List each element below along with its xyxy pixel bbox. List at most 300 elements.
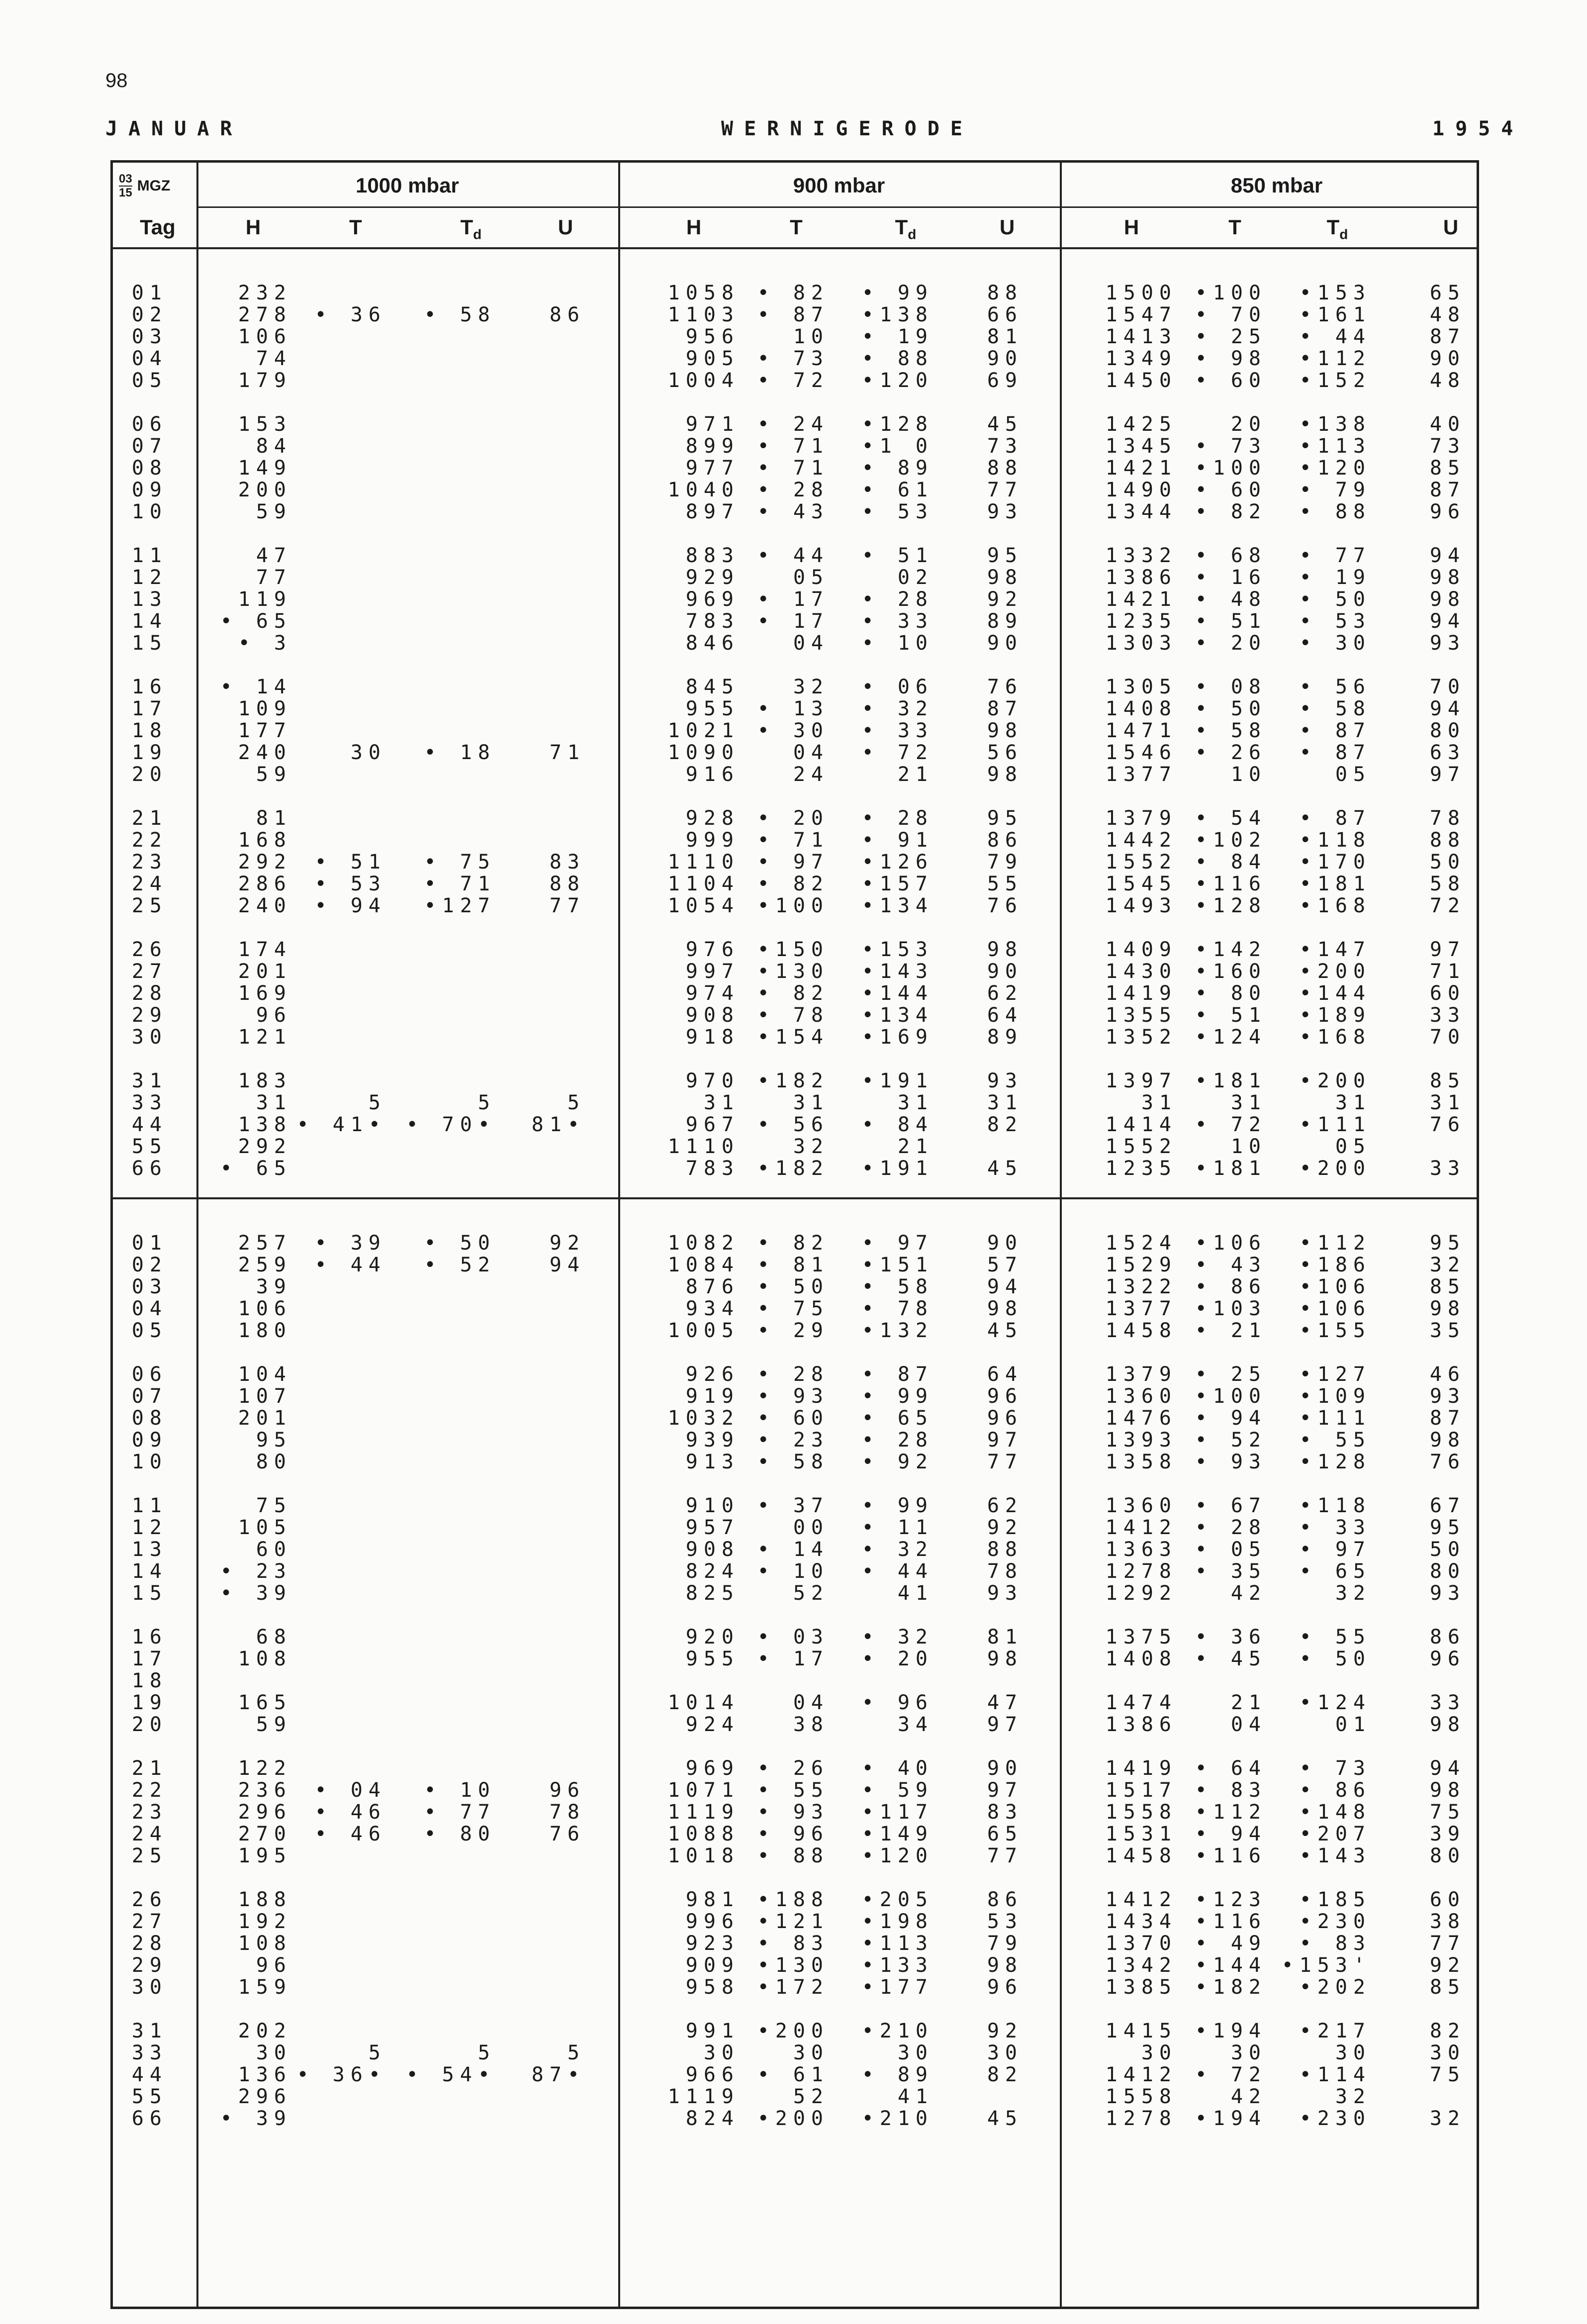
table-row <box>113 567 1477 588</box>
col-header-tag: Tag <box>140 215 176 239</box>
cell-h-1000: 259 <box>238 1254 292 1276</box>
cell-h-1000: • 3 <box>238 632 292 655</box>
cell-h-850: 1421 <box>1105 457 1177 480</box>
cell-u-850: 63 <box>1429 741 1466 764</box>
cell-t-850: •100 <box>1195 457 1267 480</box>
cell-t-900: • 81 <box>757 1254 829 1276</box>
cell-tag: 11 <box>131 544 168 567</box>
cell-h-850: 1546 <box>1105 741 1177 764</box>
cell-u-900: 97 <box>987 1713 1023 1736</box>
cell-td-1000: •127 <box>424 894 496 917</box>
cell-t-850: • 72 <box>1195 1113 1267 1136</box>
cell-td-850: •186 <box>1299 1254 1371 1276</box>
cell-td-850: •118 <box>1299 829 1371 852</box>
cell-t-850: •116 <box>1195 872 1267 895</box>
cell-tag: 29 <box>131 1004 168 1027</box>
cell-h-850: 1421 <box>1105 588 1177 611</box>
cell-t-900: •154 <box>757 1026 829 1049</box>
cell-h-900: 1005 <box>667 1319 740 1342</box>
cell-t-900: • 56 <box>757 1113 829 1136</box>
table-row <box>113 939 1477 961</box>
cell-t-900: •182 <box>757 1069 829 1092</box>
cell-u-900: 45 <box>987 1157 1023 1180</box>
cell-h-1000: • 65 <box>220 610 292 633</box>
cell-tag: 66 <box>131 1157 168 1180</box>
cell-t-850: • 58 <box>1195 719 1267 742</box>
cell-h-850: 1393 <box>1105 1429 1177 1452</box>
cell-h-900: 976 <box>685 938 740 961</box>
cell-h-850: 1375 <box>1105 1626 1177 1648</box>
cell-td-900: • 32 <box>861 1538 934 1561</box>
cell-h-900: 913 <box>685 1451 740 1473</box>
cell-t-900: • 17 <box>757 610 829 633</box>
table-row <box>113 457 1477 479</box>
cell-td-900: • 89 <box>861 457 934 480</box>
cell-h-1000: 107 <box>238 1385 292 1408</box>
cell-tag: 27 <box>131 1910 168 1933</box>
cell-u-900: 95 <box>987 544 1023 567</box>
cell-t-850: • 54 <box>1195 807 1267 830</box>
cell-t-900: • 71 <box>757 457 829 480</box>
cell-h-1000: 59 <box>256 1713 292 1736</box>
table-row <box>113 961 1477 982</box>
cell-h-850: 1379 <box>1105 1363 1177 1386</box>
cell-t-900: 31 <box>793 1091 829 1114</box>
cell-u-900: 90 <box>987 1757 1023 1780</box>
cell-td-850: • 65 <box>1299 1560 1371 1583</box>
cell-u-850: 31 <box>1429 1091 1466 1114</box>
cell-td-900: • 89 <box>861 2063 934 2086</box>
col-header-u-850: U <box>1443 215 1459 239</box>
cell-h-850: 1358 <box>1105 1451 1177 1473</box>
cell-td-850: 31 <box>1335 1091 1371 1114</box>
cell-t-900: • 71 <box>757 435 829 458</box>
cell-t-900: 05 <box>793 566 829 589</box>
cell-h-900: 846 <box>685 632 740 655</box>
cell-t-850: •116 <box>1195 1910 1267 1933</box>
cell-h-900: 928 <box>685 807 740 830</box>
cell-td-900: • 06 <box>861 676 934 698</box>
table-row <box>113 1429 1477 1451</box>
cell-h-850: 1558 <box>1105 2085 1177 2108</box>
cell-u-900: 93 <box>987 1582 1023 1605</box>
cell-td-900: • 44 <box>861 1560 934 1583</box>
cell-u-850: 33 <box>1429 1004 1466 1027</box>
cell-u-850: 58 <box>1429 872 1466 895</box>
cell-u-850: 80 <box>1429 719 1466 742</box>
cell-t-850: 42 <box>1230 2085 1267 2108</box>
cell-u-900: 47 <box>987 1691 1023 1714</box>
cell-h-1000: 195 <box>238 1844 292 1867</box>
cell-td-900: • 92 <box>861 1451 934 1473</box>
cell-u-900: 77 <box>987 1844 1023 1867</box>
cell-tag: 12 <box>131 1516 168 1539</box>
cell-h-850: 1235 <box>1105 610 1177 633</box>
cell-tag: 22 <box>131 829 168 852</box>
cell-h-900: 31 <box>703 1091 740 1114</box>
cell-td-850: •113 <box>1299 435 1371 458</box>
table-row <box>113 2042 1477 2064</box>
cell-tag: 18 <box>131 719 168 742</box>
cell-h-1000: 169 <box>238 982 292 1005</box>
cell-t-900: 32 <box>793 676 829 698</box>
cell-tag: 21 <box>131 807 168 830</box>
cell-u-850: 90 <box>1429 347 1466 370</box>
cell-tag: 05 <box>131 369 168 392</box>
table-row <box>113 1004 1477 1026</box>
cell-u-1000: 81• <box>531 1113 585 1136</box>
cell-h-1000: 286 <box>238 872 292 895</box>
cell-t-900: • 60 <box>757 1407 829 1430</box>
cell-tag: 04 <box>131 1297 168 1320</box>
cell-tag: 06 <box>131 413 168 436</box>
cell-h-900: 969 <box>685 1757 740 1780</box>
cell-u-850: 92 <box>1429 1954 1466 1977</box>
cell-h-1000: 59 <box>256 763 292 786</box>
cell-td-900: •144 <box>861 982 934 1005</box>
cell-td-1000: • 18 <box>424 741 496 764</box>
cell-td-900: •134 <box>861 1004 934 1027</box>
cell-h-850: 1345 <box>1105 435 1177 458</box>
cell-td-900: •134 <box>861 894 934 917</box>
cell-h-900: 1119 <box>667 2085 740 2108</box>
cell-u-850: 87 <box>1429 325 1466 348</box>
cell-h-1000: 177 <box>238 719 292 742</box>
cell-tag: 27 <box>131 960 168 983</box>
cell-t-1000: 5 <box>368 2041 386 2064</box>
cell-td-850: • 53 <box>1299 610 1371 633</box>
cell-td-850: •189 <box>1299 1004 1371 1027</box>
cell-t-900: • 93 <box>757 1385 829 1408</box>
cell-t-900: 00 <box>793 1516 829 1539</box>
cell-tag: 03 <box>131 1275 168 1298</box>
cell-h-1000: 200 <box>238 479 292 501</box>
cell-t-900: •200 <box>757 2107 829 2130</box>
cell-t-850: • 05 <box>1195 1538 1267 1561</box>
cell-td-900: •117 <box>861 1801 934 1824</box>
cell-h-900: 1054 <box>667 894 740 917</box>
cell-td-900: • 99 <box>861 282 934 304</box>
cell-u-850: 93 <box>1429 1582 1466 1605</box>
cell-u-1000: 86 <box>549 303 585 326</box>
cell-tag: 12 <box>131 566 168 589</box>
table-row <box>113 1136 1477 1158</box>
table-row <box>113 326 1477 348</box>
cell-h-900: 899 <box>685 435 740 458</box>
cell-u-850: 95 <box>1429 1516 1466 1539</box>
cell-t-1000: 30 <box>350 741 386 764</box>
cell-u-850: 73 <box>1429 435 1466 458</box>
table-row <box>113 1560 1477 1582</box>
table-row <box>113 1158 1477 1179</box>
table-body <box>113 163 1477 2307</box>
cell-u-850: 97 <box>1429 763 1466 786</box>
cell-u-850: 48 <box>1429 369 1466 392</box>
cell-h-900: 981 <box>685 1888 740 1911</box>
cell-u-850: 40 <box>1429 413 1466 436</box>
cell-h-1000: 201 <box>238 960 292 983</box>
cell-t-900: • 26 <box>757 1757 829 1780</box>
cell-h-850: 1458 <box>1105 1319 1177 1342</box>
cell-h-900: 1104 <box>667 872 740 895</box>
cell-td-850: • 88 <box>1299 500 1371 523</box>
cell-t-900: • 83 <box>757 1932 829 1955</box>
table-row <box>113 610 1477 632</box>
cell-td-900: • 72 <box>861 741 934 764</box>
cell-h-1000: 153 <box>238 413 292 436</box>
cell-td-850: 01 <box>1335 1713 1371 1736</box>
cell-t-1000: • 39 <box>314 1232 386 1255</box>
cell-h-900: 918 <box>685 1026 740 1049</box>
cell-h-1000: 106 <box>238 1297 292 1320</box>
cell-td-850: • 55 <box>1299 1429 1371 1452</box>
cell-td-900: 41 <box>897 1582 934 1605</box>
cell-tag: 28 <box>131 1932 168 1955</box>
cell-t-850: • 60 <box>1195 479 1267 501</box>
cell-h-1000: 31 <box>256 1091 292 1114</box>
cell-u-1000: 71 <box>549 741 585 764</box>
cell-h-1000: • 39 <box>220 2107 292 2130</box>
cell-t-900: • 96 <box>757 1823 829 1845</box>
cell-td-900: • 32 <box>861 697 934 720</box>
cell-tag: 30 <box>131 1976 168 1999</box>
cell-t-900: • 29 <box>757 1319 829 1342</box>
cell-t-850: • 45 <box>1195 1647 1267 1670</box>
cell-t-900: • 50 <box>757 1275 829 1298</box>
cell-u-900: 90 <box>987 1232 1023 1255</box>
cell-h-900: 783 <box>685 610 740 633</box>
cell-t-850: •160 <box>1195 960 1267 983</box>
cell-h-900: 955 <box>685 697 740 720</box>
cell-u-900: 86 <box>987 1888 1023 1911</box>
cell-h-1000: 74 <box>256 347 292 370</box>
cell-h-850: 1412 <box>1105 1888 1177 1911</box>
cell-t-850: • 16 <box>1195 566 1267 589</box>
cell-h-1000: • 23 <box>220 1560 292 1583</box>
cell-h-850: 1434 <box>1105 1910 1177 1933</box>
cell-h-1000: 122 <box>238 1757 292 1780</box>
cell-u-900: 96 <box>987 1976 1023 1999</box>
cell-td-850: •200 <box>1299 1069 1371 1092</box>
cell-h-850: 1413 <box>1105 325 1177 348</box>
cell-h-850: 1370 <box>1105 1932 1177 1955</box>
cell-h-1000: 240 <box>238 741 292 764</box>
cell-u-900: 98 <box>987 938 1023 961</box>
cell-t-850: • 72 <box>1195 2063 1267 2086</box>
cell-u-850: 78 <box>1429 807 1466 830</box>
cell-td-850: •207 <box>1299 1823 1371 1845</box>
cell-t-850: • 86 <box>1195 1275 1267 1298</box>
td-main: T <box>895 215 908 239</box>
cell-u-850: 98 <box>1429 1713 1466 1736</box>
table-row <box>113 742 1477 764</box>
cell-h-1000: 47 <box>256 544 292 567</box>
cell-u-850: 97 <box>1429 938 1466 961</box>
cell-td-850: • 77 <box>1299 544 1371 567</box>
cell-h-900: 905 <box>685 347 740 370</box>
cell-u-900: 77 <box>987 479 1023 501</box>
cell-h-850: 1352 <box>1105 1026 1177 1049</box>
table-row <box>113 1626 1477 1648</box>
cell-td-900: 21 <box>897 1135 934 1158</box>
cell-tag: 14 <box>131 1560 168 1583</box>
cell-h-1000: 174 <box>238 938 292 961</box>
cell-t-850: • 28 <box>1195 1516 1267 1539</box>
table-row <box>113 1954 1477 1976</box>
cell-t-900: •150 <box>757 938 829 961</box>
cell-u-850: 32 <box>1429 1254 1466 1276</box>
cell-tag: 11 <box>131 1494 168 1517</box>
cell-u-900: 62 <box>987 982 1023 1005</box>
cell-td-900: • 53 <box>861 500 934 523</box>
cell-td-850: •148 <box>1299 1801 1371 1824</box>
cell-h-850: 1419 <box>1105 1757 1177 1780</box>
cell-u-900: 98 <box>987 763 1023 786</box>
cell-u-850: 50 <box>1429 1538 1466 1561</box>
cell-td-1000: 5 <box>477 2041 496 2064</box>
cell-td-850: •185 <box>1299 1888 1371 1911</box>
cell-u-850: 72 <box>1429 894 1466 917</box>
table-row <box>113 1757 1477 1779</box>
cell-h-900: 1058 <box>667 282 740 304</box>
cell-t-1000: • 94 <box>314 894 386 917</box>
cell-t-900: • 37 <box>757 1494 829 1517</box>
table-row <box>113 829 1477 851</box>
mgz-label: MGZ <box>137 178 171 194</box>
cell-u-900: 98 <box>987 719 1023 742</box>
cell-t-850: •106 <box>1195 1232 1267 1255</box>
td-main: T <box>460 215 473 239</box>
level-header-850: 850 mbar <box>1230 174 1323 197</box>
cell-u-850: 85 <box>1429 1275 1466 1298</box>
cell-td-900: •198 <box>861 1910 934 1933</box>
cell-u-850: 70 <box>1429 1026 1466 1049</box>
cell-h-900: 897 <box>685 500 740 523</box>
cell-u-900: 45 <box>987 1319 1023 1342</box>
cell-h-900: 958 <box>685 1976 740 1999</box>
cell-h-850: 1450 <box>1105 369 1177 392</box>
cell-t-850: • 35 <box>1195 1560 1267 1583</box>
cell-h-1000: 109 <box>238 697 292 720</box>
cell-td-850: • 87 <box>1299 741 1371 764</box>
cell-t-850: • 36 <box>1195 1626 1267 1648</box>
cell-h-850: 1545 <box>1105 872 1177 895</box>
cell-t-850: 30 <box>1230 2041 1267 2064</box>
cell-tag: 01 <box>131 1232 168 1255</box>
cell-h-1000: 165 <box>238 1691 292 1714</box>
col-header-h-900: H <box>686 215 702 239</box>
cell-td-850: •144 <box>1299 982 1371 1005</box>
cell-t-850: 42 <box>1230 1582 1267 1605</box>
cell-td-850: •120 <box>1299 457 1371 480</box>
table-row <box>113 1976 1477 1998</box>
cell-u-900: 98 <box>987 1297 1023 1320</box>
cell-h-900: 1088 <box>667 1823 740 1845</box>
cell-u-850: 87 <box>1429 1407 1466 1430</box>
cell-td-850: • 87 <box>1299 719 1371 742</box>
cell-td-900: •126 <box>861 851 934 873</box>
cell-u-850: 98 <box>1429 1429 1466 1452</box>
cell-td-850: 30 <box>1335 2041 1371 2064</box>
cell-u-900: 98 <box>987 1954 1023 1977</box>
cell-td-900: 34 <box>897 1713 934 1736</box>
cell-u-850: 85 <box>1429 1069 1466 1092</box>
cell-t-850: • 25 <box>1195 1363 1267 1386</box>
td-sub: d <box>1339 226 1348 242</box>
table-row <box>113 1779 1477 1801</box>
cell-td-850: • 55 <box>1299 1626 1371 1648</box>
cell-td-850: •106 <box>1299 1275 1371 1298</box>
cell-h-850: 1471 <box>1105 719 1177 742</box>
cell-t-900: • 72 <box>757 369 829 392</box>
cell-u-900: 97 <box>987 1779 1023 1802</box>
cell-td-900: • 84 <box>861 1113 934 1136</box>
cell-td-900: 30 <box>897 2041 934 2064</box>
cell-t-850: 10 <box>1230 763 1267 786</box>
cell-u-900: 87 <box>987 697 1023 720</box>
cell-h-900: 923 <box>685 1932 740 1955</box>
cell-tag: 01 <box>131 282 168 304</box>
cell-u-900: 79 <box>987 851 1023 873</box>
cell-t-850: • 50 <box>1195 697 1267 720</box>
cell-u-850: 98 <box>1429 1297 1466 1320</box>
page-number: 98 <box>105 70 128 92</box>
cell-t-850: • 60 <box>1195 369 1267 392</box>
cell-u-1000: 88 <box>549 872 585 895</box>
cell-h-1000: 105 <box>238 1516 292 1539</box>
cell-u-850: 85 <box>1429 1976 1466 1999</box>
table-row <box>113 1823 1477 1845</box>
level-header-1000: 1000 mbar <box>356 174 459 197</box>
cell-h-850: 1360 <box>1105 1494 1177 1517</box>
cell-u-900: 97 <box>987 1429 1023 1452</box>
table-row <box>113 1254 1477 1276</box>
cell-h-850: 1385 <box>1105 1976 1177 1999</box>
cell-h-1000: 192 <box>238 1910 292 1933</box>
table-row <box>113 851 1477 873</box>
cell-h-850: 1292 <box>1105 1582 1177 1605</box>
cell-tag: 02 <box>131 303 168 326</box>
cell-h-850: 31 <box>1141 1091 1177 1114</box>
cell-td-850: •112 <box>1299 1232 1371 1255</box>
cell-h-900: 883 <box>685 544 740 567</box>
cell-h-900: 997 <box>685 960 740 983</box>
cell-h-1000: 136 <box>238 2063 292 2086</box>
cell-u-900: 45 <box>987 2107 1023 2130</box>
table-row <box>113 501 1477 523</box>
table-row <box>113 1933 1477 1954</box>
cell-td-900: • 96 <box>861 1691 934 1714</box>
cell-h-1000: 278 <box>238 303 292 326</box>
cell-td-900: •210 <box>861 2020 934 2042</box>
cell-td-850: •230 <box>1299 2107 1371 2130</box>
cell-u-900: 88 <box>987 1538 1023 1561</box>
cell-t-850: 20 <box>1230 413 1267 436</box>
cell-td-850: •230 <box>1299 1910 1371 1933</box>
table-row <box>113 1320 1477 1342</box>
cell-u-900: 89 <box>987 1026 1023 1049</box>
cell-t-900: • 97 <box>757 851 829 873</box>
cell-t-850: • 21 <box>1195 1319 1267 1342</box>
cell-u-850: 75 <box>1429 1801 1466 1824</box>
cell-td-900: •153 <box>861 938 934 961</box>
cell-t-900: • 14 <box>757 1538 829 1561</box>
col-header-h-1000: H <box>245 215 261 239</box>
cell-td-1000: • 10 <box>424 1779 496 1802</box>
cell-t-850: • 64 <box>1195 1757 1267 1780</box>
cell-u-900: 73 <box>987 435 1023 458</box>
cell-h-850: 1322 <box>1105 1275 1177 1298</box>
